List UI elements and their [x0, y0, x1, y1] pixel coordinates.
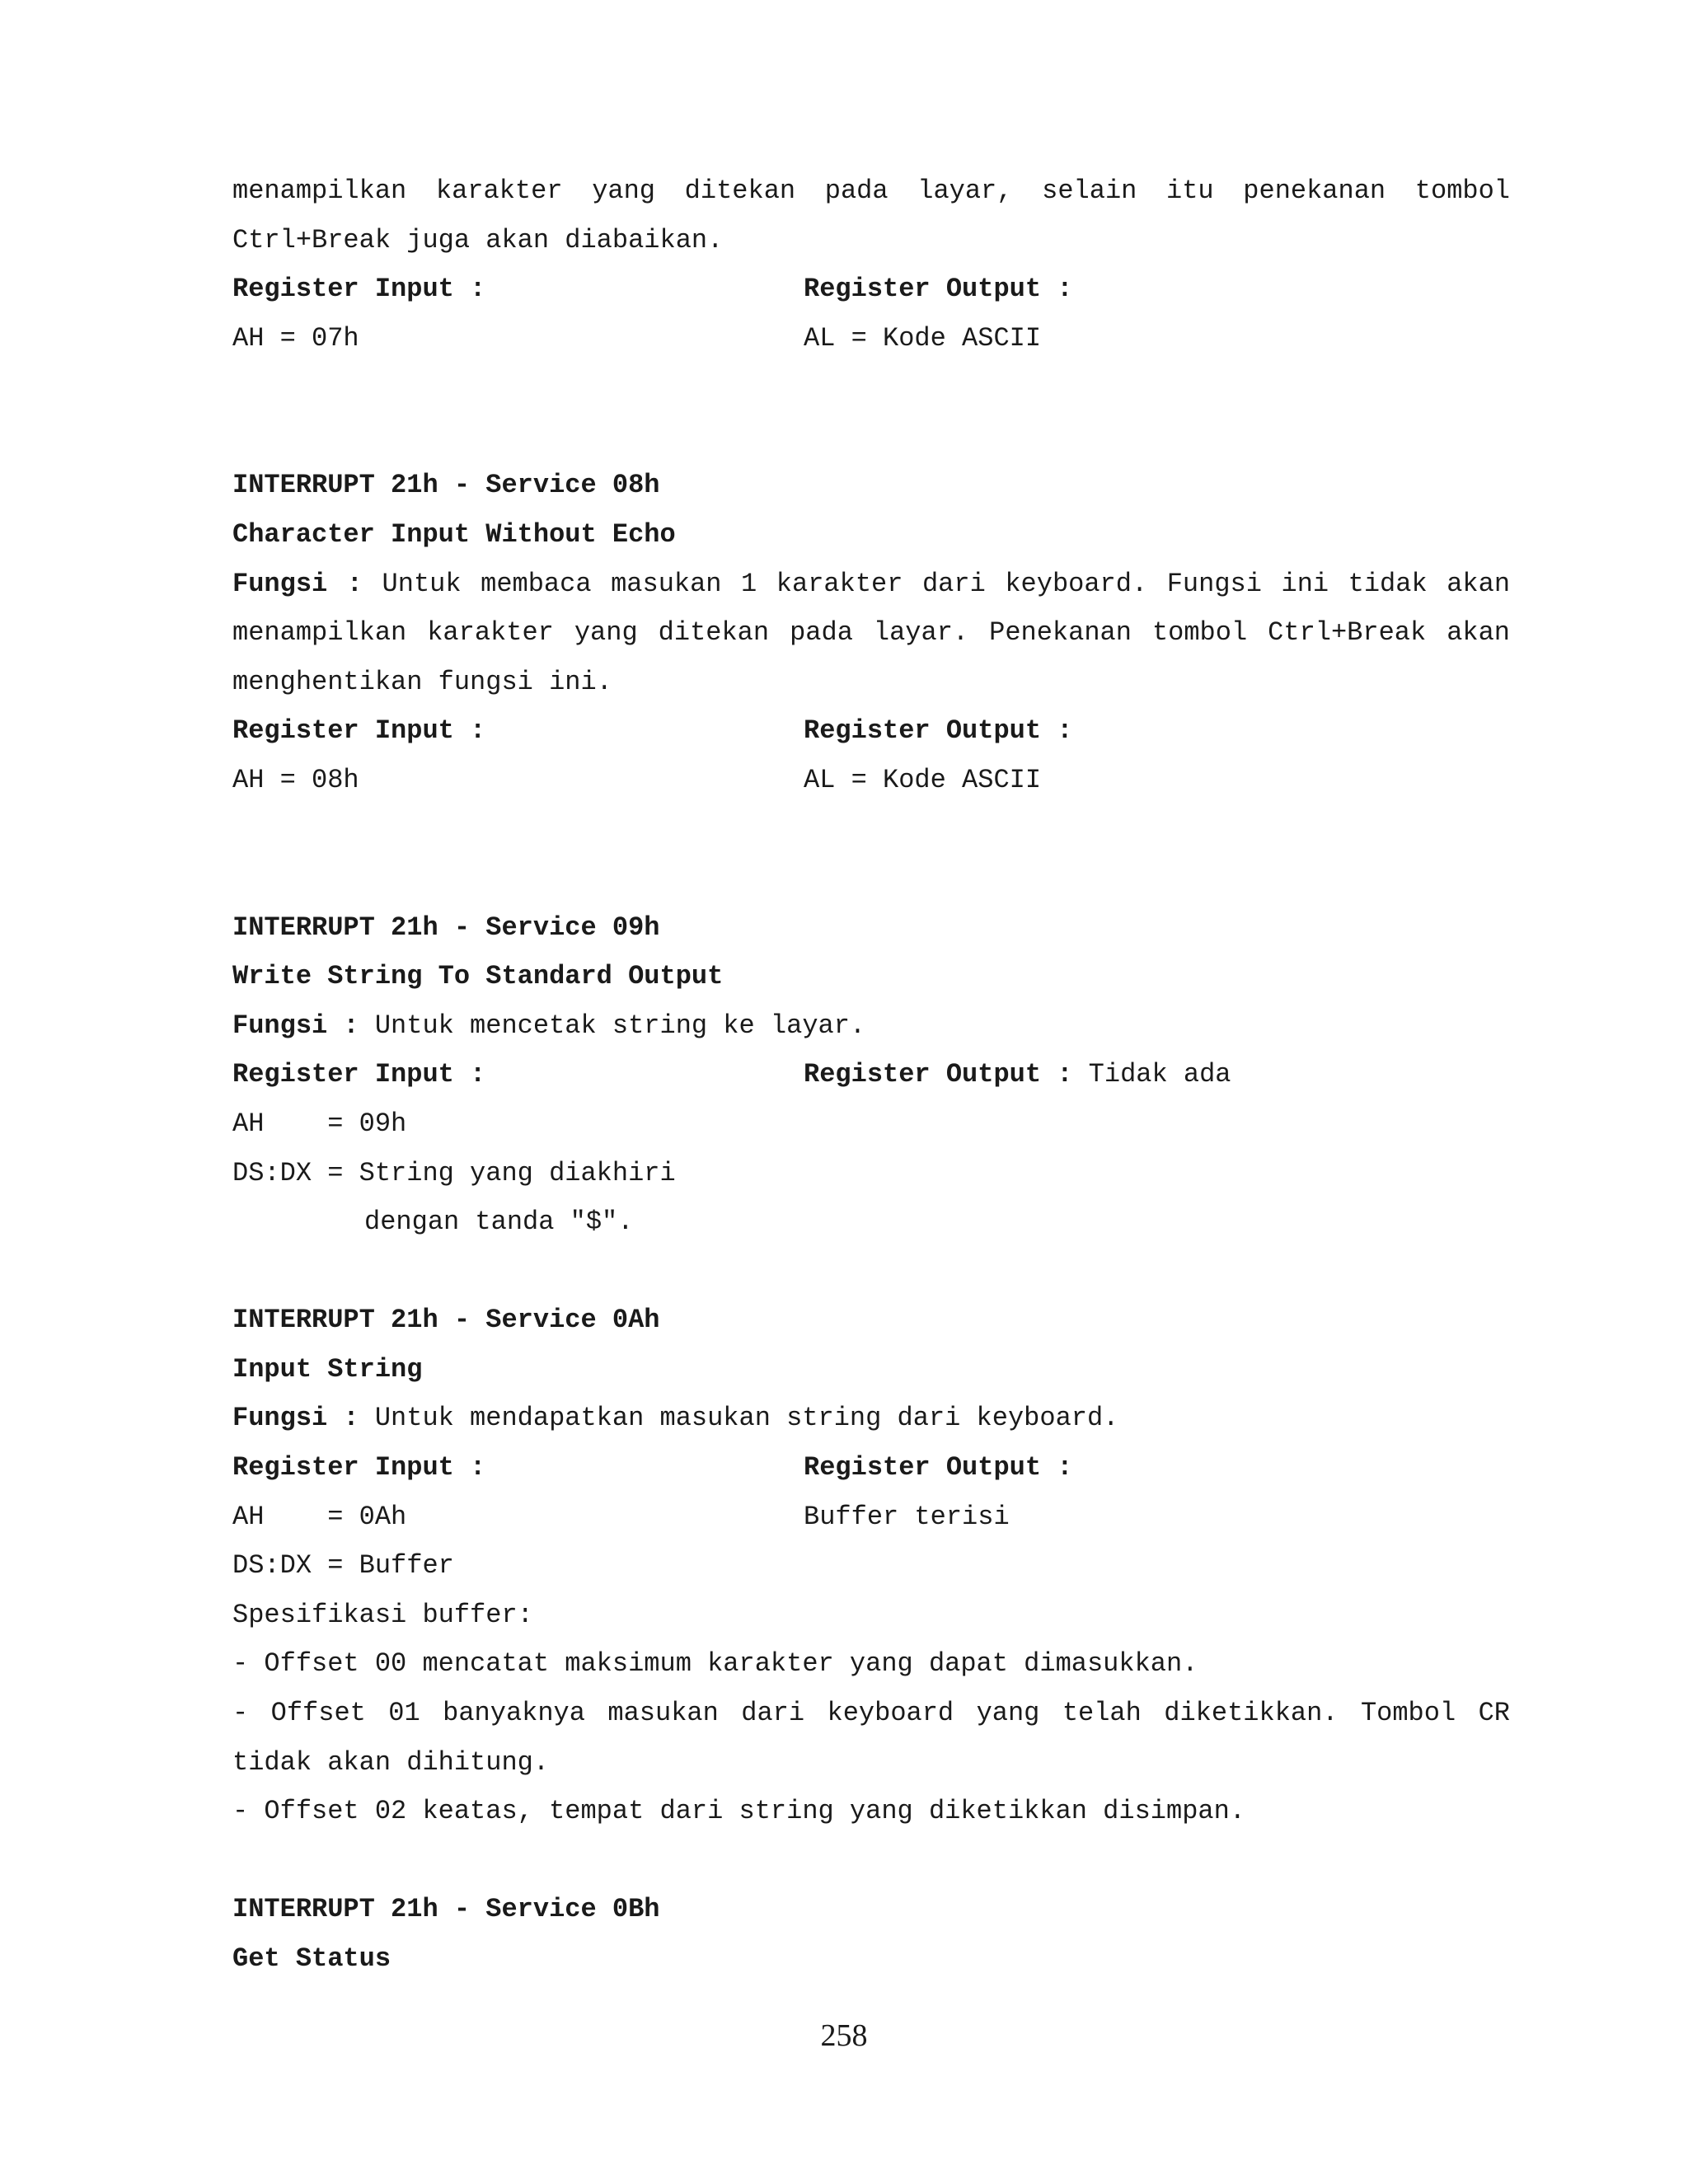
fungsi-text-line: menghentikan fungsi ini. — [232, 666, 612, 697]
spacer — [232, 1836, 1510, 1886]
buffer-spec-item: - Offset 00 mencatat maksimum karakter yang dapat dimasukkan. — [232, 1648, 1198, 1680]
register-input-value: AH = 0Ah — [232, 1501, 407, 1532]
fungsi-text: Untuk mencetak string ke layar. — [374, 1010, 866, 1041]
intro-text-line: Ctrl+Break juga akan diabaikan. — [232, 224, 724, 255]
section-title-0bh: Get Status — [232, 1943, 392, 1974]
buffer-spec-item-continued: tidak akan dihitung. — [232, 1746, 550, 1778]
buffer-spec-item: - Offset 01 banyaknya masukan dari keyboard yang telah diketikkan. Tombol CR — [232, 1698, 1510, 1729]
register-values-row — [232, 756, 1510, 805]
section-title-0ah: Input String — [232, 1353, 423, 1385]
register-output-label: Register Output : — [804, 1059, 1073, 1090]
register-input-label: Register Input : — [232, 715, 486, 747]
register-input-value: dengan tanda "$". — [364, 1207, 634, 1238]
fungsi-line — [232, 560, 1510, 609]
page-content — [232, 166, 1510, 1984]
spacer — [232, 805, 1510, 903]
fungsi-label: Fungsi : — [232, 568, 363, 599]
fungsi-text: Untuk membaca masukan 1 karakter dari keyboard. Fungsi ini tidak akan — [382, 568, 1510, 599]
section-header-09h: INTERRUPT 21h - Service 09h — [232, 912, 660, 943]
register-input-value: AH = 07h — [232, 322, 359, 354]
register-output — [804, 1050, 1231, 1099]
register-input-value: DS:DX = String yang diakhiri — [232, 1157, 676, 1188]
section-title-08h: Character Input Without Echo — [232, 518, 676, 550]
register-input-label: Register Input : — [232, 274, 486, 305]
section-header-08h: INTERRUPT 21h - Service 08h — [232, 470, 660, 501]
register-output-label: Register Output : — [804, 715, 1073, 747]
register-output-value: AL = Kode ASCII — [804, 322, 1042, 354]
register-labels-row — [232, 1050, 1510, 1099]
fungsi-line — [232, 1001, 1510, 1051]
section-header-0ah: INTERRUPT 21h - Service 0Ah — [232, 1305, 660, 1336]
register-labels-row — [232, 1443, 1510, 1493]
fungsi-line — [232, 1394, 1510, 1443]
register-input-value: AH = 08h — [232, 764, 359, 795]
page-number: 258 — [820, 2018, 868, 2053]
register-output-label: Register Output : — [804, 274, 1073, 305]
spacer — [232, 1247, 1510, 1296]
register-input-value: DS:DX = Buffer — [232, 1550, 454, 1582]
register-output-value: Buffer terisi — [804, 1501, 1010, 1532]
register-input-label: Register Input : — [232, 1452, 486, 1483]
register-input-value: AH = 09h — [232, 1108, 407, 1139]
intro-text-line: menampilkan karakter yang ditekan pada layar, selain itu penekanan tombol — [232, 176, 1510, 206]
register-output-value: AL = Kode ASCII — [804, 764, 1042, 795]
section-title-09h: Write String To Standard Output — [232, 961, 724, 992]
fungsi-text: Untuk mendapatkan masukan string dari keyboard. — [374, 1403, 1119, 1434]
section-header-0bh: INTERRUPT 21h - Service 0Bh — [232, 1894, 660, 1925]
register-output-label: Register Output : — [804, 1452, 1073, 1483]
register-output-value: Tidak ada — [1088, 1059, 1231, 1090]
spacer — [232, 363, 1510, 461]
register-values-row — [232, 1493, 1510, 1542]
buffer-spec-item: - Offset 02 keatas, tempat dari string yang diketikkan disimpan. — [232, 1796, 1245, 1827]
buffer-spec-label: Spesifikasi buffer: — [232, 1599, 533, 1630]
register-labels-row — [232, 265, 1510, 314]
fungsi-label: Fungsi : — [232, 1403, 359, 1434]
register-input-label: Register Input : — [232, 1059, 486, 1090]
register-values-row — [232, 314, 1510, 363]
fungsi-text-line: menampilkan karakter yang ditekan pada layar. Penekanan tombol Ctrl+Break akan — [232, 617, 1510, 649]
register-labels-row — [232, 706, 1510, 756]
fungsi-label: Fungsi : — [232, 1010, 359, 1041]
